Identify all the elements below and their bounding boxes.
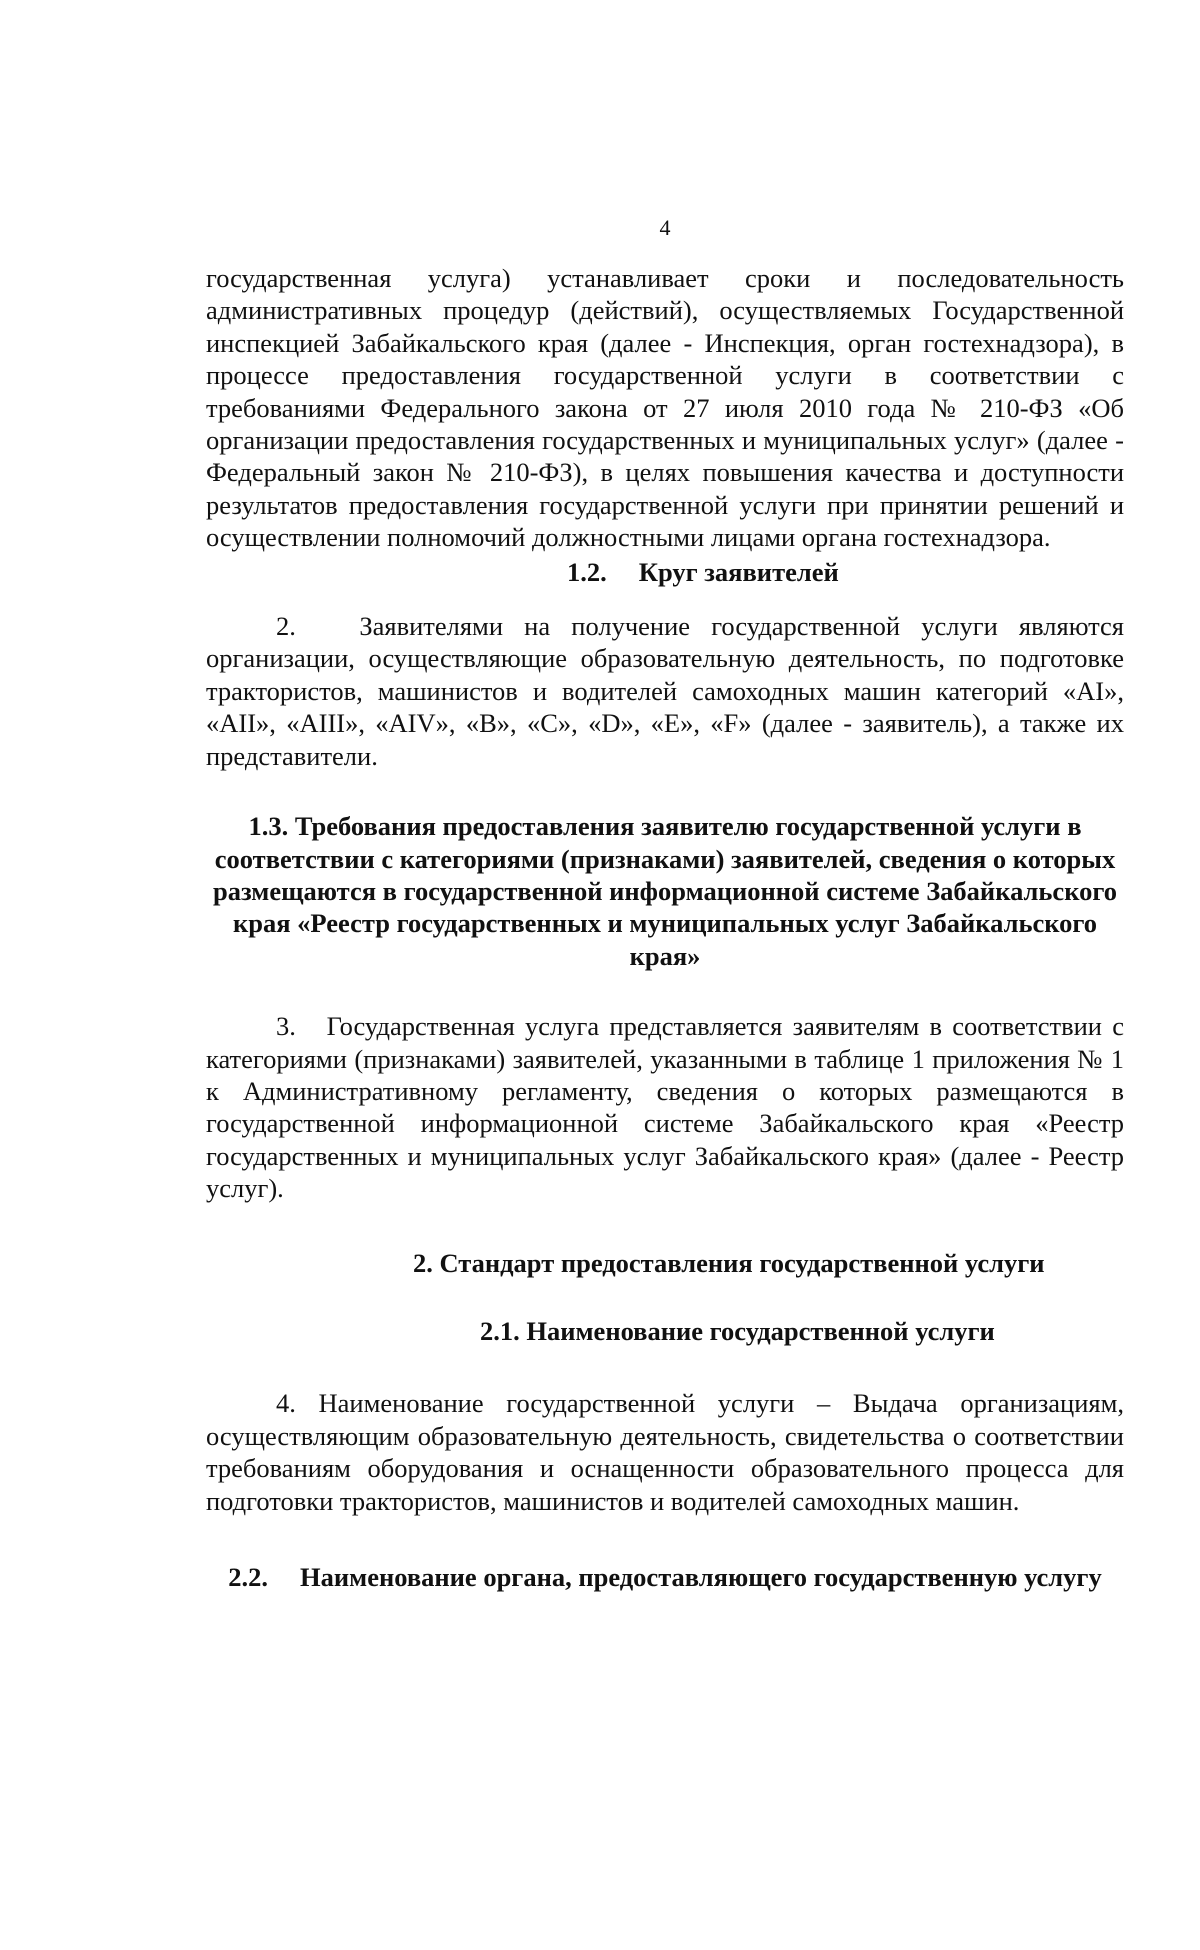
paragraph-4: 4. Наименование государственной услуги – Выдача организациям, осуществляющим образовательную деятельность, свидетельства о соответствии требованиям оборудования и оснащенности образовательного процесса для подготовки трактористов, машинистов и водителей самоходных машин.	[206, 1388, 1124, 1516]
section-title: Наименование органа, предоставляющего государственную услугу	[300, 1562, 1102, 1592]
paragraph-1: государственная услуга) устанавливает сроки и последовательность административных процедур (действий), осуществляемых Государственной инспекцией Забайкальского края (далее - Инспекция, орган гостехнадзора), в процессе предоставления государственной услуги в соответствии с требованиями Федерального закона от 27 июля 2010 года № 210-ФЗ «Об организации предоставления государственных и муниципальных услуг» (далее - Федеральный закон № 210-ФЗ), в целях повышения качества и доступности результатов предоставления государственной услуги при принятии решений и осуществлении полномочий должностными лицами органа гостехнадзора.	[206, 263, 1124, 553]
section-heading-1-3: 1.3. Требования предоставления заявителю государственной услуги в соответствии с категориями (признаками) заявителей, сведения о которых размещаются в государственной информационной системе Забайкальского края «Реестр государственных и муниципальных услуг Забайкальского края»	[213, 811, 1117, 971]
section-title: Круг заявителей	[638, 556, 839, 587]
section-heading-2-1: 2.1. Наименование государственной услуги	[480, 1315, 995, 1346]
section-number: 1.2.	[567, 556, 607, 587]
section-heading-1-2	[206, 556, 1124, 588]
chapter-heading-2: 2. Стандарт предоставления государственной услуги	[413, 1247, 1045, 1278]
page-number: 4	[659, 215, 671, 240]
section-number: 2.2.	[228, 1562, 269, 1592]
paragraph-3: 3. Государственная услуга представляется заявителям в соответствии с категориями (признаками) заявителей, указанными в таблице 1 приложения № 1 к Административному регламенту, сведения о которых размещаются в государственной информационной системе Забайкальского края «Реестр государственных и муниципальных услуг Забайкальского края» (далее - Реестр услуг).	[206, 1011, 1124, 1204]
paragraph-2: 2. Заявителями на получение государственной услуги являются организации, осуществляющие образовательную деятельность, по подготовке трактористов, машинистов и водителей самоходных машин категорий «AI», «AII», «AIII», «AIV», «B», «C», «D», «E», «F» (далее - заявитель), а также их представители.	[206, 611, 1124, 771]
document-body	[206, 262, 1124, 1593]
section-heading-2-2	[206, 1561, 1124, 1593]
